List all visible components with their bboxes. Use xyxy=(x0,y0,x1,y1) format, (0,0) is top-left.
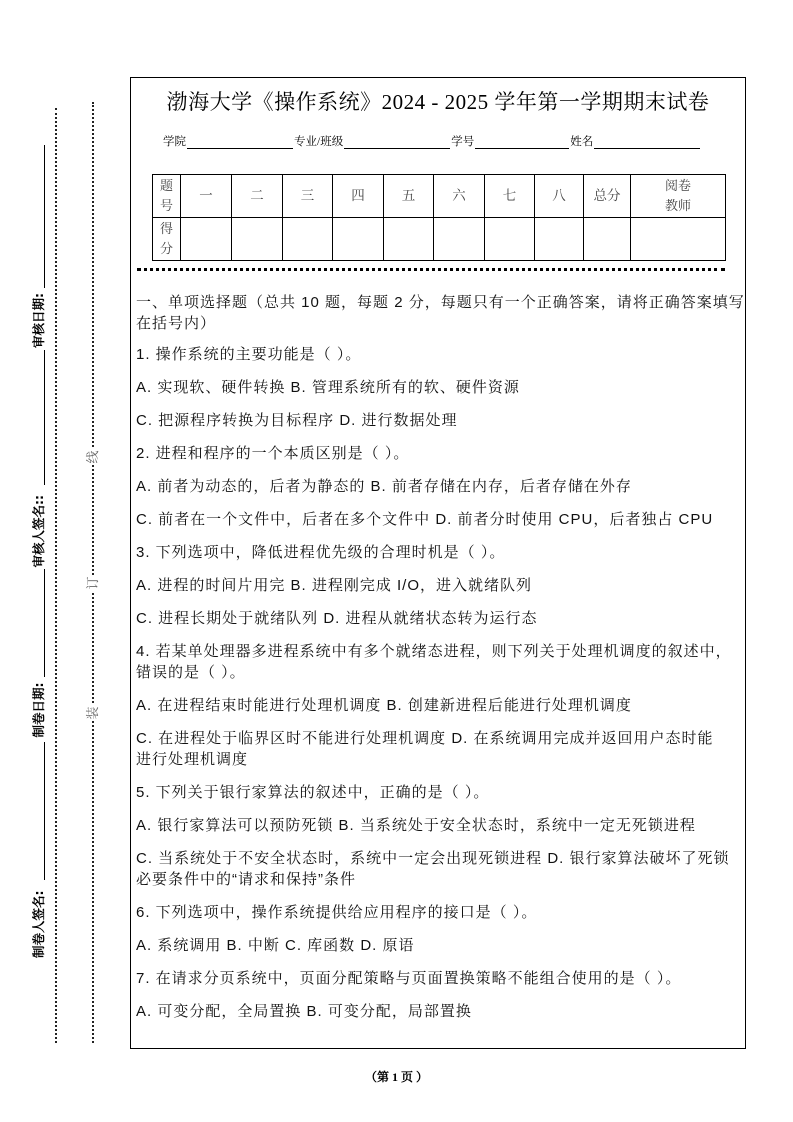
score-cell-grader[interactable] xyxy=(631,218,726,261)
question-6-options: A. 系统调用 B. 中断 C. 库函数 D. 原语 xyxy=(136,937,415,954)
dotted-separator xyxy=(137,268,725,271)
col-header-1: 一 xyxy=(181,175,232,218)
question-5-options-ab: A. 银行家算法可以预防死锁 B. 当系统处于安全状态时，系统中一定无死锁进程 xyxy=(136,817,696,834)
score-cell-1[interactable] xyxy=(181,218,232,261)
score-cell-4[interactable] xyxy=(333,218,384,261)
score-cell-3[interactable] xyxy=(283,218,333,261)
question-7-options-ab: A. 可变分配，全局置换 B. 可变分配，局部置换 xyxy=(136,1003,472,1020)
binding-margin-signatures xyxy=(30,155,46,958)
score-cell-8[interactable] xyxy=(535,218,584,261)
cut-line-outer xyxy=(55,108,57,1043)
name-label: 姓名 xyxy=(570,136,594,148)
paper-maker-signature-field[interactable] xyxy=(44,743,45,881)
question-2-options-ab: A. 前者为动态的，后者为静态的 B. 前者存储在内存，后者存储在外存 xyxy=(136,478,632,495)
score-cell-2[interactable] xyxy=(232,218,283,261)
question-4-options-ab: A. 在进程结束时能进行处理机调度 B. 创建新进程后能进行处理机调度 xyxy=(136,697,632,714)
question-1-options-cd: C. 把源程序转换为目标程序 D. 进行数据处理 xyxy=(136,412,458,429)
col-header-4: 四 xyxy=(333,175,384,218)
student-info-row xyxy=(163,131,701,149)
question-1-options-ab: A. 实现软、硬件转换 B. 管理系统所有的软、硬件资源 xyxy=(136,379,520,396)
question-4-options-cd: C. 在进程处于临界区时不能进行处理机调度 D. 在系统调用完成并返回用户态时能 进行处理机调度 xyxy=(136,730,714,768)
score-row xyxy=(153,218,726,261)
score-cell-6[interactable] xyxy=(434,218,485,261)
major-class-label: 专业/班级 xyxy=(294,136,344,148)
col-header-total: 总分 xyxy=(584,175,631,218)
major-class-field[interactable] xyxy=(344,134,450,149)
score-cell-7[interactable] xyxy=(485,218,535,261)
binding-line xyxy=(92,102,94,1043)
name-field[interactable] xyxy=(594,134,700,149)
score-cell-total[interactable] xyxy=(584,218,631,261)
question-1-stem: 1. 操作系统的主要功能是（ ）。 xyxy=(136,346,362,363)
question-2-options-cd: C. 前者在一个文件中，后者在多个文件中 D. 前者分时使用 CPU，后者独占 CPU xyxy=(136,511,714,528)
question-5-options-cd: C. 当系统处于不安全状态时，系统中一定会出现死锁进程 D. 银行家算法破坏了死锁 必要条件中的“请求和保持”条件 xyxy=(136,850,730,888)
score-row-header: 得 分 xyxy=(153,218,181,261)
reviewer-signature-label: 审核人签名:: xyxy=(31,495,46,568)
col-header-grader: 阅卷 教师 xyxy=(631,175,726,218)
score-table xyxy=(152,174,726,261)
question-number-header: 题 号 xyxy=(153,175,181,218)
exam-title: 渤海大学《操作系统》2024 - 2025 学年第一学期期末试卷 xyxy=(166,90,710,114)
paper-maker-signature-label: 制卷人签名: xyxy=(31,890,46,958)
question-3-options-cd: C. 进程长期处于就绪队列 D. 进程从就绪状态转为运行态 xyxy=(136,610,538,627)
col-header-5: 五 xyxy=(384,175,434,218)
paper-date-label: 制卷日期: xyxy=(31,682,46,738)
col-header-8: 八 xyxy=(535,175,584,218)
question-number-row xyxy=(153,175,726,218)
college-field[interactable] xyxy=(187,134,293,149)
binding-char-bind: 装 xyxy=(85,706,100,720)
question-5-stem: 5. 下列关于银行家算法的叙述中，正确的是（ ）。 xyxy=(136,784,490,801)
question-3-options-ab: A. 进程的时间片用完 B. 进程刚完成 I/O，进入就绪队列 xyxy=(136,577,533,594)
question-3-stem: 3. 下列选项中，降低进程优先级的合理时机是（ ）。 xyxy=(136,544,506,561)
review-date-field[interactable] xyxy=(44,145,45,288)
exam-frame xyxy=(130,77,746,1049)
score-cell-5[interactable] xyxy=(384,218,434,261)
binding-char-staple: 订 xyxy=(85,576,100,590)
col-header-2: 二 xyxy=(232,175,283,218)
col-header-3: 三 xyxy=(283,175,333,218)
reviewer-signature-field[interactable] xyxy=(44,350,45,485)
question-4-stem: 4. 若某单处理器多进程系统中有多个就绪态进程，则下列关于处理机调度的叙述中， 错误的是（ ）。 xyxy=(136,643,732,681)
paper-date-field[interactable] xyxy=(44,570,45,678)
col-header-7: 七 xyxy=(485,175,535,218)
question-2-stem: 2. 进程和程序的一个本质区别是（ ）。 xyxy=(136,445,410,462)
question-7-stem: 7. 在请求分页系统中，页面分配策略与页面置换策略不能组合使用的是（ ）。 xyxy=(136,970,682,987)
page-number: （第 1 页 ） xyxy=(364,1070,428,1084)
section-heading: 一、单项选择题（总共 10 题，每题 2 分，每题只有一个正确答案，请将正确答案填写 在括号内） xyxy=(136,294,745,332)
college-label: 学院 xyxy=(163,136,186,148)
student-id-field[interactable] xyxy=(475,134,569,149)
col-header-6: 六 xyxy=(434,175,485,218)
review-date-label: 审核日期: xyxy=(31,293,46,348)
student-id-label: 学号 xyxy=(451,136,475,148)
questions-section xyxy=(136,292,745,1034)
question-6-stem: 6. 下列选项中，操作系统提供给应用程序的接口是（ ）。 xyxy=(136,904,538,921)
binding-char-line: 线 xyxy=(85,450,100,464)
